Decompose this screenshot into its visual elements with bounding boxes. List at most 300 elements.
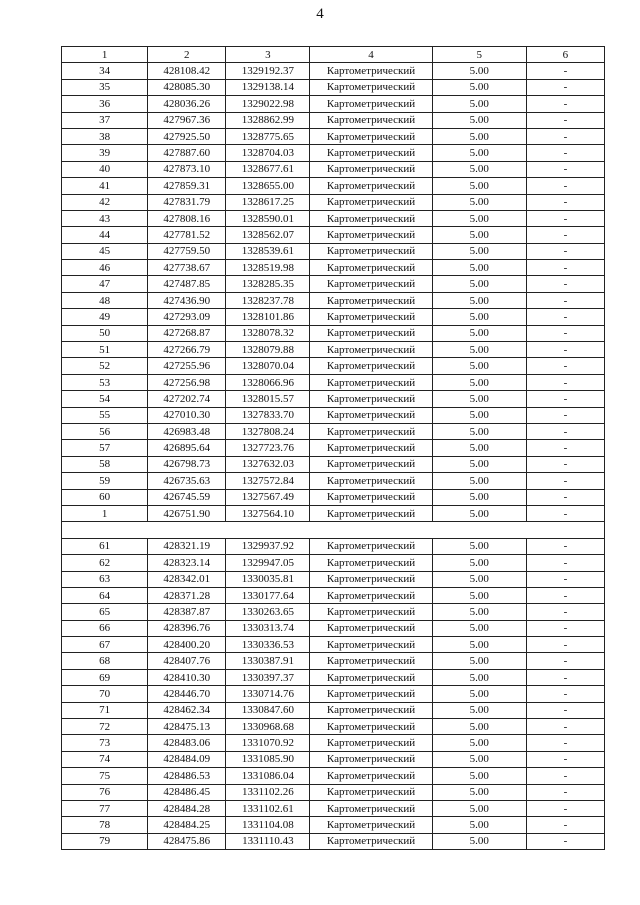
- table-cell: Картометрический: [310, 751, 432, 767]
- table-cell: -: [526, 620, 604, 636]
- table-cell: -: [526, 374, 604, 390]
- table-cell: 41: [62, 178, 148, 194]
- table-cell: 428321.19: [148, 538, 226, 554]
- table-cell: 1331070.92: [226, 735, 310, 751]
- table-cell: 78: [62, 817, 148, 833]
- table-row: [62, 719, 605, 735]
- table-cell: 1328519.98: [226, 260, 310, 276]
- table-cell: -: [526, 210, 604, 226]
- table-cell: 1327808.24: [226, 423, 310, 439]
- table-cell: 5.00: [432, 178, 526, 194]
- table-row: [62, 653, 605, 669]
- table-row: [62, 325, 605, 341]
- table-row: [62, 358, 605, 374]
- table-cell: 426798.73: [148, 456, 226, 472]
- table-cell: 5.00: [432, 555, 526, 571]
- table-cell: 427202.74: [148, 391, 226, 407]
- table-cell: 5.00: [432, 735, 526, 751]
- table-cell: 65: [62, 604, 148, 620]
- table-cell: Картометрический: [310, 604, 432, 620]
- table-cell: 1329192.37: [226, 63, 310, 79]
- table-cell: 428462.34: [148, 702, 226, 718]
- table-row: [62, 735, 605, 751]
- table-cell: 77: [62, 800, 148, 816]
- table-cell: Картометрический: [310, 702, 432, 718]
- table-row: [62, 489, 605, 505]
- table-cell: Картометрический: [310, 800, 432, 816]
- table-cell: 1328590.01: [226, 210, 310, 226]
- table-cell: [226, 522, 310, 538]
- table-cell: 1328655.00: [226, 178, 310, 194]
- table-cell: 67: [62, 637, 148, 653]
- column-header: 3: [226, 47, 310, 63]
- table-cell: 38: [62, 128, 148, 144]
- table-cell: Картометрический: [310, 407, 432, 423]
- table-cell: 48: [62, 292, 148, 308]
- table-cell: 427873.10: [148, 161, 226, 177]
- table-cell: Картометрический: [310, 276, 432, 292]
- table-cell: Картометрический: [310, 63, 432, 79]
- table-cell: 5.00: [432, 79, 526, 95]
- table-cell: Картометрический: [310, 784, 432, 800]
- table-cell: [432, 522, 526, 538]
- table-cell: 47: [62, 276, 148, 292]
- table-cell: -: [526, 178, 604, 194]
- table-cell: 1330336.53: [226, 637, 310, 653]
- table-cell: 1331104.08: [226, 817, 310, 833]
- table-cell: 1327567.49: [226, 489, 310, 505]
- table-cell: 53: [62, 374, 148, 390]
- table-cell: 428484.25: [148, 817, 226, 833]
- table-cell: 5.00: [432, 719, 526, 735]
- table-cell: 58: [62, 456, 148, 472]
- table-cell: 1328078.32: [226, 325, 310, 341]
- table-cell: 427293.09: [148, 309, 226, 325]
- table-cell: 1329937.92: [226, 538, 310, 554]
- table-cell: 73: [62, 735, 148, 751]
- table-cell: 427255.96: [148, 358, 226, 374]
- table-cell: 62: [62, 555, 148, 571]
- table-cell: -: [526, 751, 604, 767]
- table-row: [62, 260, 605, 276]
- table-cell: 69: [62, 669, 148, 685]
- table-cell: 1330968.68: [226, 719, 310, 735]
- table-cell: -: [526, 194, 604, 210]
- table-cell: 56: [62, 423, 148, 439]
- table-cell: 59: [62, 473, 148, 489]
- table-cell: 5.00: [432, 456, 526, 472]
- table-row: [62, 210, 605, 226]
- table-cell: 1329138.14: [226, 79, 310, 95]
- table-cell: Картометрический: [310, 161, 432, 177]
- table-cell: Картометрический: [310, 194, 432, 210]
- table-cell: -: [526, 571, 604, 587]
- table-cell: Картометрический: [310, 768, 432, 784]
- table-cell: 5.00: [432, 325, 526, 341]
- table-cell: 49: [62, 309, 148, 325]
- table-cell: 427887.60: [148, 145, 226, 161]
- table-cell: 57: [62, 440, 148, 456]
- table-cell: [526, 522, 604, 538]
- table-cell: 68: [62, 653, 148, 669]
- table-row: [62, 637, 605, 653]
- table-cell: [310, 522, 432, 538]
- table-row: [62, 817, 605, 833]
- table-cell: 5.00: [432, 128, 526, 144]
- table-cell: 76: [62, 784, 148, 800]
- table-cell: -: [526, 309, 604, 325]
- table-cell: 5.00: [432, 260, 526, 276]
- table-cell: 1331102.26: [226, 784, 310, 800]
- table-header-row: [62, 47, 605, 63]
- column-header: 6: [526, 47, 604, 63]
- table-cell: 1328562.07: [226, 227, 310, 243]
- table-cell: 51: [62, 342, 148, 358]
- table-cell: 428036.26: [148, 96, 226, 112]
- table-cell: -: [526, 768, 604, 784]
- table-row: [62, 309, 605, 325]
- table-cell: 428396.76: [148, 620, 226, 636]
- table-cell: 427266.79: [148, 342, 226, 358]
- table-row: [62, 161, 605, 177]
- table-cell: 428387.87: [148, 604, 226, 620]
- table-cell: 34: [62, 63, 148, 79]
- table-cell: -: [526, 440, 604, 456]
- table-cell: -: [526, 276, 604, 292]
- table-cell: 5.00: [432, 210, 526, 226]
- table-cell: 1330714.76: [226, 686, 310, 702]
- table-row: [62, 243, 605, 259]
- table-cell: 1331086.04: [226, 768, 310, 784]
- table-cell: 427925.50: [148, 128, 226, 144]
- table-cell: 1327632.03: [226, 456, 310, 472]
- table-cell: 5.00: [432, 407, 526, 423]
- table-cell: 5.00: [432, 374, 526, 390]
- table-cell: 428486.45: [148, 784, 226, 800]
- table-cell: 5.00: [432, 423, 526, 439]
- table-cell: 1330313.74: [226, 620, 310, 636]
- table-cell: 1331110.43: [226, 833, 310, 849]
- table-cell: -: [526, 63, 604, 79]
- table-row: [62, 96, 605, 112]
- table-cell: -: [526, 407, 604, 423]
- table-cell: 5.00: [432, 473, 526, 489]
- table-row: [62, 538, 605, 554]
- table-cell: 61: [62, 538, 148, 554]
- table-cell: 428446.70: [148, 686, 226, 702]
- page-number: 4: [316, 6, 324, 22]
- table-cell: 5.00: [432, 63, 526, 79]
- table-cell: -: [526, 653, 604, 669]
- table-cell: 5.00: [432, 243, 526, 259]
- table-cell: Картометрический: [310, 489, 432, 505]
- table-row: [62, 227, 605, 243]
- table-cell: 5.00: [432, 637, 526, 653]
- table-cell: 5.00: [432, 620, 526, 636]
- table-cell: 70: [62, 686, 148, 702]
- table-cell: -: [526, 96, 604, 112]
- table-cell: 72: [62, 719, 148, 735]
- table-cell: Картометрический: [310, 440, 432, 456]
- table-cell: 428475.86: [148, 833, 226, 849]
- table-cell: 64: [62, 587, 148, 603]
- table-cell: 428371.28: [148, 587, 226, 603]
- table-cell: 1331102.61: [226, 800, 310, 816]
- table-cell: 36: [62, 96, 148, 112]
- table-cell: 1330387.91: [226, 653, 310, 669]
- table-cell: 5.00: [432, 292, 526, 308]
- table-cell: 1327572.84: [226, 473, 310, 489]
- table-cell: [148, 522, 226, 538]
- table-cell: -: [526, 161, 604, 177]
- table-cell: 74: [62, 751, 148, 767]
- table-cell: 5.00: [432, 440, 526, 456]
- table-cell: -: [526, 669, 604, 685]
- table-cell: 1328775.65: [226, 128, 310, 144]
- table-row: [62, 391, 605, 407]
- table-row: [62, 292, 605, 308]
- table-cell: 1328070.04: [226, 358, 310, 374]
- table-cell: Картометрический: [310, 456, 432, 472]
- table-cell: 43: [62, 210, 148, 226]
- table-cell: -: [526, 342, 604, 358]
- table-cell: 1330035.81: [226, 571, 310, 587]
- table-cell: 1328101.86: [226, 309, 310, 325]
- table-cell: Картометрический: [310, 505, 432, 521]
- table-cell: -: [526, 358, 604, 374]
- table-cell: 5.00: [432, 276, 526, 292]
- table-cell: 37: [62, 112, 148, 128]
- table-cell: -: [526, 555, 604, 571]
- table-cell: Картометрический: [310, 833, 432, 849]
- table-cell: 5.00: [432, 505, 526, 521]
- table-cell: 1330397.37: [226, 669, 310, 685]
- table-cell: Картометрический: [310, 112, 432, 128]
- table-cell: -: [526, 227, 604, 243]
- table-row: [62, 555, 605, 571]
- table-cell: 1: [62, 505, 148, 521]
- table-row: [62, 587, 605, 603]
- table-cell: -: [526, 702, 604, 718]
- table-row: [62, 702, 605, 718]
- table-cell: Картометрический: [310, 260, 432, 276]
- table-cell: -: [526, 686, 604, 702]
- table-cell: Картометрический: [310, 128, 432, 144]
- table-cell: 428085.30: [148, 79, 226, 95]
- table-cell: 66: [62, 620, 148, 636]
- table-row: [62, 784, 605, 800]
- table-cell: 35: [62, 79, 148, 95]
- table-cell: -: [526, 538, 604, 554]
- column-header: 1: [62, 47, 148, 63]
- table-cell: 52: [62, 358, 148, 374]
- table-cell: 5.00: [432, 538, 526, 554]
- table-cell: 5.00: [432, 800, 526, 816]
- table-row: [62, 63, 605, 79]
- table-cell: Картометрический: [310, 817, 432, 833]
- table-cell: 427738.67: [148, 260, 226, 276]
- table-row: [62, 571, 605, 587]
- table-cell: -: [526, 735, 604, 751]
- table-cell: 5.00: [432, 833, 526, 849]
- table-cell: 1327833.70: [226, 407, 310, 423]
- table-cell: 427268.87: [148, 325, 226, 341]
- table-cell: Картометрический: [310, 292, 432, 308]
- table-row: [62, 407, 605, 423]
- table-row: [62, 276, 605, 292]
- table-cell: 5.00: [432, 161, 526, 177]
- table-cell: 1328539.61: [226, 243, 310, 259]
- table-cell: 71: [62, 702, 148, 718]
- table-row: [62, 423, 605, 439]
- table-row: [62, 833, 605, 849]
- table-cell: 427010.30: [148, 407, 226, 423]
- table-row: [62, 768, 605, 784]
- table-cell: -: [526, 800, 604, 816]
- table-cell: 427859.31: [148, 178, 226, 194]
- table-cell: 5.00: [432, 342, 526, 358]
- table-cell: 1328617.25: [226, 194, 310, 210]
- table-cell: 428483.06: [148, 735, 226, 751]
- table-cell: -: [526, 391, 604, 407]
- table-cell: 79: [62, 833, 148, 849]
- table-cell: -: [526, 79, 604, 95]
- table-cell: -: [526, 292, 604, 308]
- table-cell: 5.00: [432, 686, 526, 702]
- table-cell: 44: [62, 227, 148, 243]
- coordinates-table: [61, 46, 605, 850]
- table-separator-row: [62, 522, 605, 538]
- table-cell: Картометрический: [310, 79, 432, 95]
- table-cell: 426751.90: [148, 505, 226, 521]
- table-cell: 63: [62, 571, 148, 587]
- table-cell: -: [526, 604, 604, 620]
- table-cell: 428486.53: [148, 768, 226, 784]
- table-cell: Картометрический: [310, 374, 432, 390]
- table-cell: 427256.98: [148, 374, 226, 390]
- table-cell: 426895.64: [148, 440, 226, 456]
- column-header: 5: [432, 47, 526, 63]
- table-cell: 60: [62, 489, 148, 505]
- table-cell: 1328015.57: [226, 391, 310, 407]
- table-row: [62, 686, 605, 702]
- table-cell: Картометрический: [310, 227, 432, 243]
- table-cell: 1329022.98: [226, 96, 310, 112]
- table-cell: -: [526, 817, 604, 833]
- table-row: [62, 342, 605, 358]
- table-cell: 1328677.61: [226, 161, 310, 177]
- table-cell: 428400.20: [148, 637, 226, 653]
- table-cell: 5.00: [432, 768, 526, 784]
- table-row: [62, 79, 605, 95]
- table-cell: 428484.09: [148, 751, 226, 767]
- table-cell: Картометрический: [310, 473, 432, 489]
- table-cell: 5.00: [432, 112, 526, 128]
- table-row: [62, 128, 605, 144]
- table-cell: -: [526, 260, 604, 276]
- table-cell: Картометрический: [310, 555, 432, 571]
- table-cell: 5.00: [432, 604, 526, 620]
- table-row: [62, 751, 605, 767]
- table-cell: -: [526, 456, 604, 472]
- table-cell: Картометрический: [310, 637, 432, 653]
- table-cell: 1330263.65: [226, 604, 310, 620]
- table-cell: -: [526, 587, 604, 603]
- table-cell: 5.00: [432, 571, 526, 587]
- table-cell: 1328862.99: [226, 112, 310, 128]
- table-cell: 5.00: [432, 145, 526, 161]
- table-cell: Картометрический: [310, 391, 432, 407]
- table-cell: 50: [62, 325, 148, 341]
- table-cell: 5.00: [432, 489, 526, 505]
- table-cell: Картометрический: [310, 309, 432, 325]
- table-cell: 5.00: [432, 817, 526, 833]
- table-cell: 1328285.35: [226, 276, 310, 292]
- table-cell: -: [526, 473, 604, 489]
- table-cell: -: [526, 128, 604, 144]
- table-cell: 1328079.88: [226, 342, 310, 358]
- table-cell: 1327723.76: [226, 440, 310, 456]
- table-cell: Картометрический: [310, 620, 432, 636]
- table-cell: 1328704.03: [226, 145, 310, 161]
- table-cell: 428410.30: [148, 669, 226, 685]
- table-cell: 427967.36: [148, 112, 226, 128]
- table-cell: -: [526, 423, 604, 439]
- table-cell: -: [526, 325, 604, 341]
- table-cell: Картометрический: [310, 178, 432, 194]
- table-cell: Картометрический: [310, 358, 432, 374]
- table-cell: 427487.85: [148, 276, 226, 292]
- table-cell: 428475.13: [148, 719, 226, 735]
- table-row: [62, 194, 605, 210]
- table-cell: 75: [62, 768, 148, 784]
- table-cell: Картометрический: [310, 735, 432, 751]
- table-row: [62, 112, 605, 128]
- table-cell: 5.00: [432, 227, 526, 243]
- table-cell: -: [526, 112, 604, 128]
- table-cell: 1328066.96: [226, 374, 310, 390]
- table-cell: 40: [62, 161, 148, 177]
- table-row: [62, 669, 605, 685]
- table-cell: 428323.14: [148, 555, 226, 571]
- table-cell: 428108.42: [148, 63, 226, 79]
- table-cell: 5.00: [432, 751, 526, 767]
- table-cell: 5.00: [432, 784, 526, 800]
- table-row: [62, 800, 605, 816]
- table-cell: Картометрический: [310, 669, 432, 685]
- table-cell: 5.00: [432, 391, 526, 407]
- table-row: [62, 178, 605, 194]
- table-cell: Картометрический: [310, 686, 432, 702]
- table-cell: -: [526, 719, 604, 735]
- table-cell: 42: [62, 194, 148, 210]
- table-cell: 427759.50: [148, 243, 226, 259]
- table-cell: Картометрический: [310, 653, 432, 669]
- table-cell: 55: [62, 407, 148, 423]
- table-cell: 5.00: [432, 702, 526, 718]
- table-cell: 426745.59: [148, 489, 226, 505]
- table-cell: 427808.16: [148, 210, 226, 226]
- column-header: 4: [310, 47, 432, 63]
- table-row: [62, 620, 605, 636]
- table-cell: Картометрический: [310, 423, 432, 439]
- table-cell: 5.00: [432, 587, 526, 603]
- table-cell: [62, 522, 148, 538]
- table-cell: 5.00: [432, 358, 526, 374]
- table-cell: 428342.01: [148, 571, 226, 587]
- table-cell: 1329947.05: [226, 555, 310, 571]
- table-cell: Картометрический: [310, 342, 432, 358]
